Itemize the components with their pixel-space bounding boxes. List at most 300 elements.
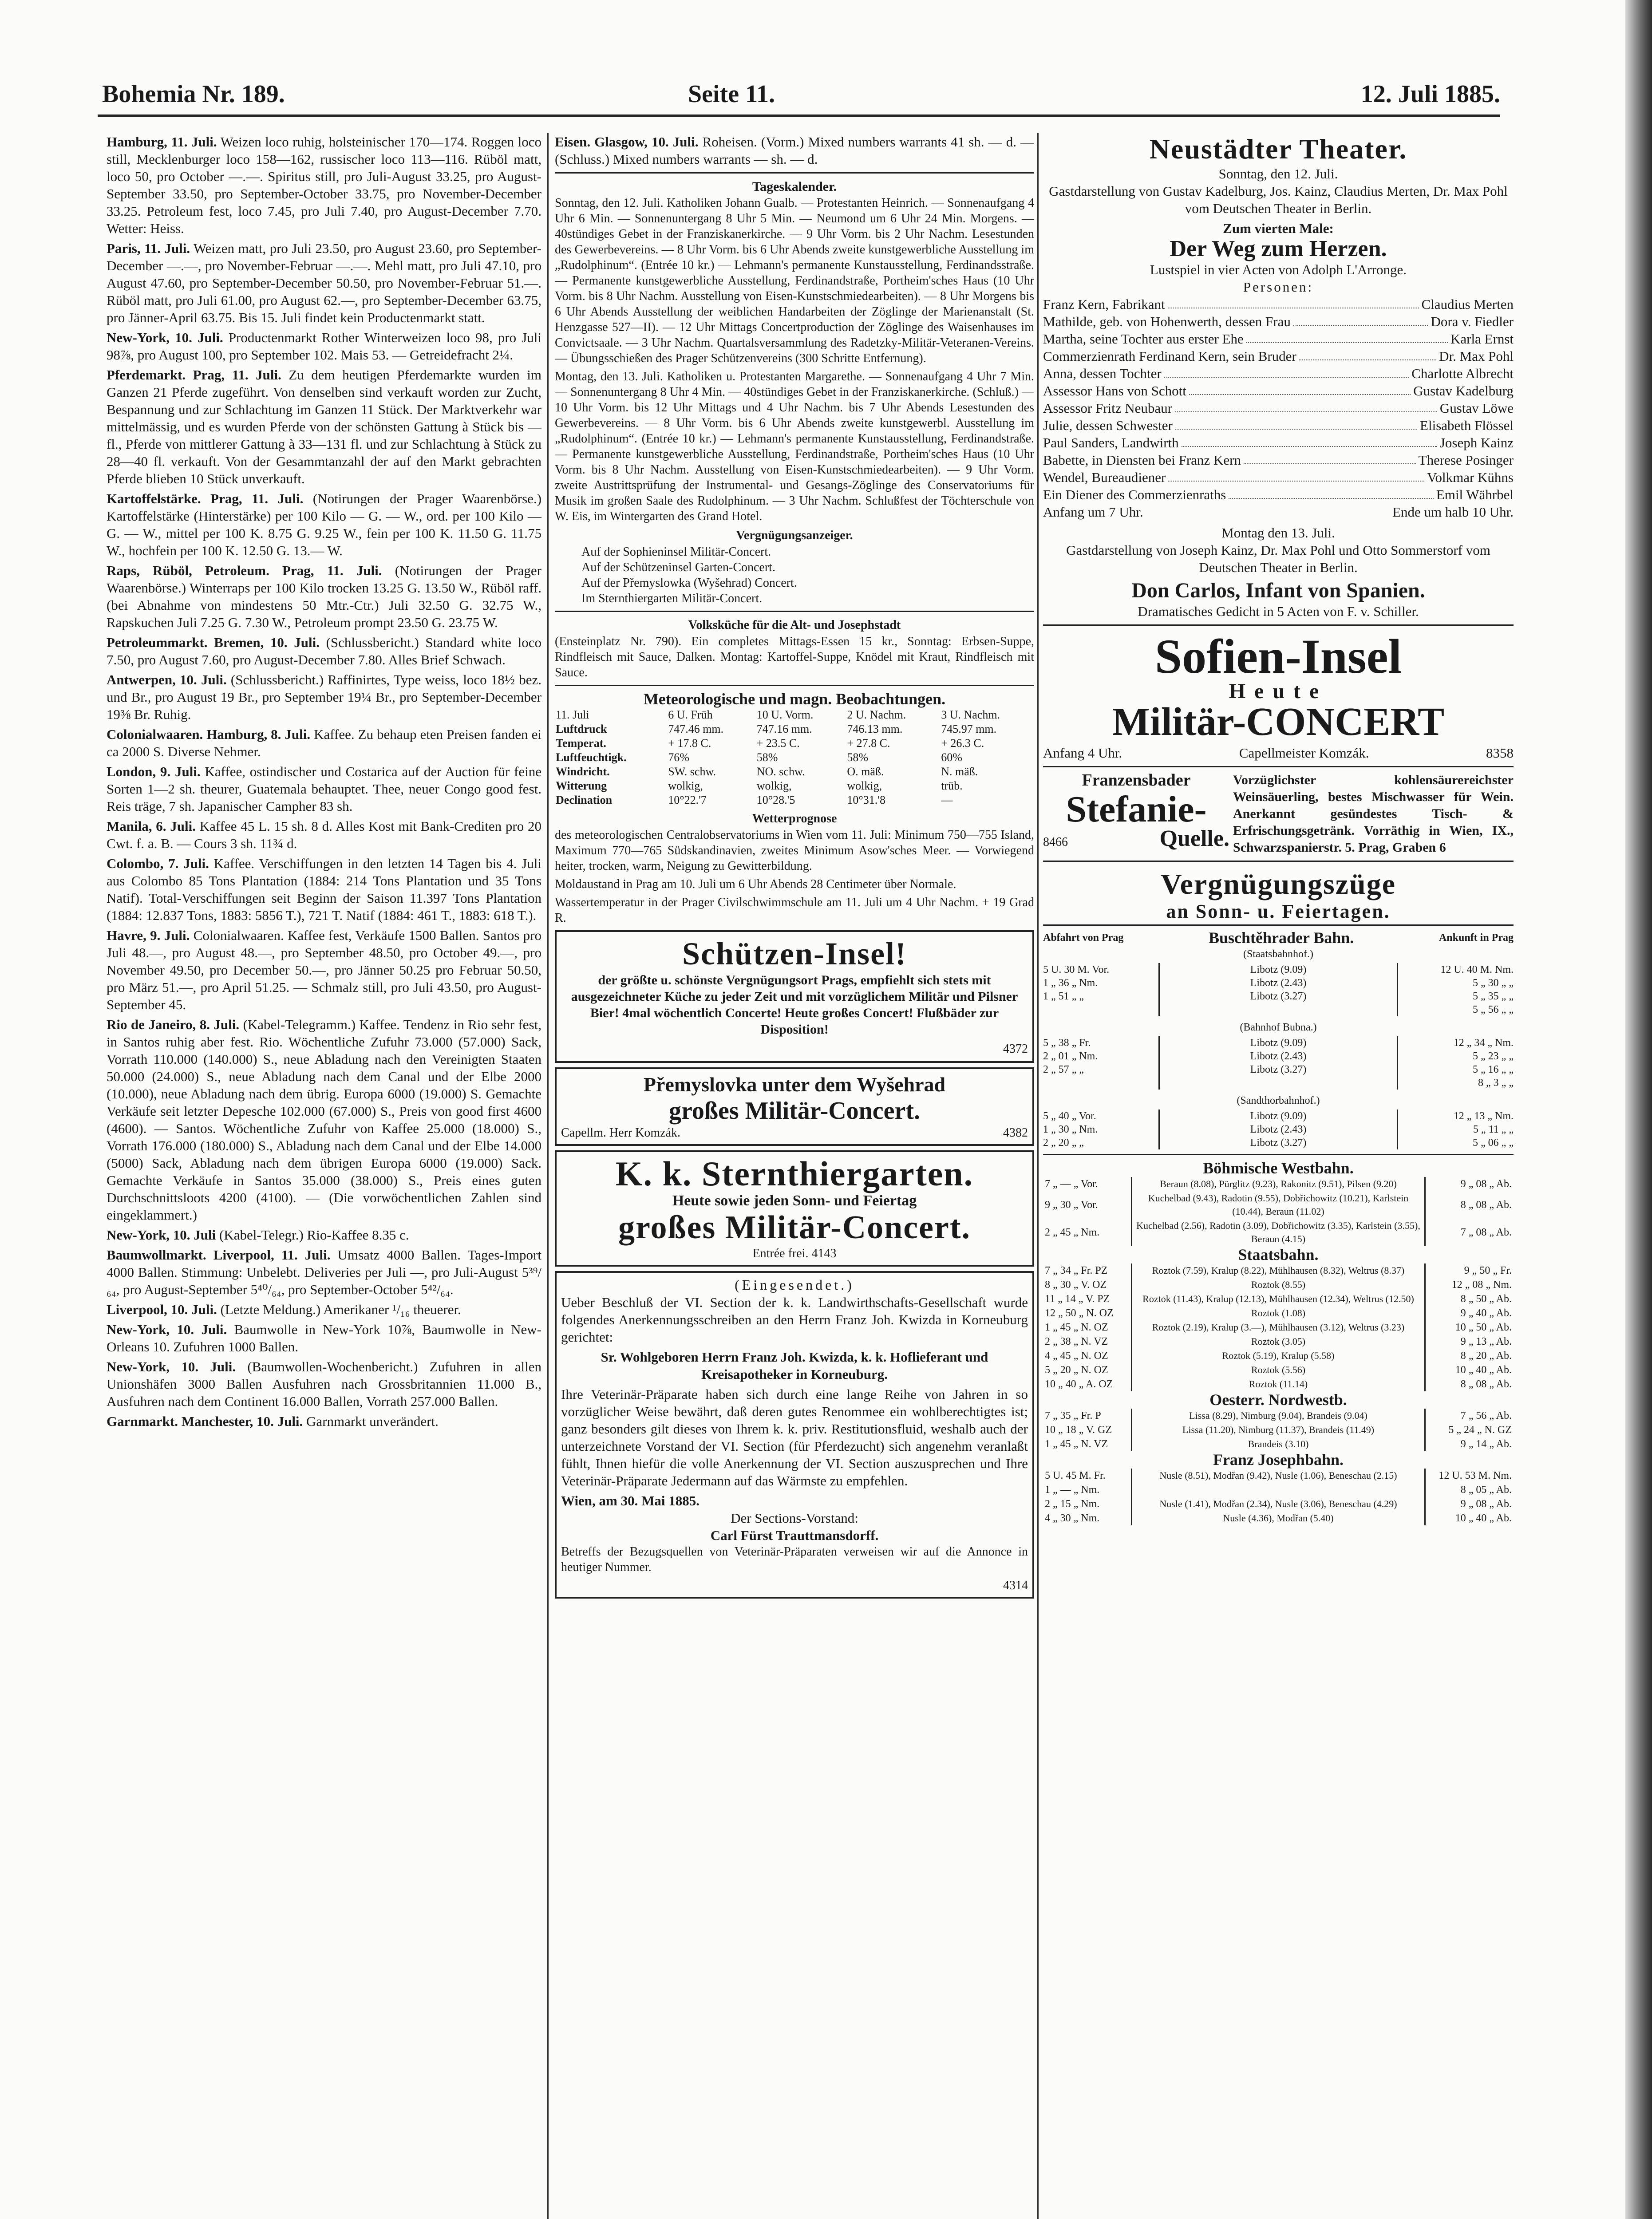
train-row	[1043, 1483, 1514, 1497]
cast-role: Babette, in Diensten bei Franz Kern	[1043, 452, 1241, 468]
train-stations: Roztok (11.43), Kralup (12.13), Mühlhausen (12.34), Weltrus (12.50)	[1132, 1292, 1425, 1306]
market-report-text: (Notirungen der Prager Waarenbörse.) Kartoffelstärke (Hinterstärke) per 100 Kilo — G. — W., ord. per 100 Kilo — G. — W., mittel per 100 K. 8.75 G. 9.25 W., fein per 100 K. 11.50 G. 11.75 W., hochfein per 100 K. 12.50 G. 13.— W.	[107, 491, 541, 558]
market-report	[107, 366, 541, 487]
cast-row	[1043, 382, 1514, 399]
westbahn-timetable	[1043, 1177, 1514, 1246]
market-report-text: Baumwolle in New-York 10⅞, Baumwolle in New-Orleans 10. Zufuhren 1000 Ballen.	[107, 1322, 541, 1354]
glasgow-report	[555, 133, 1034, 168]
cast-leader	[1229, 486, 1433, 499]
arrival-time: 12 „ 34 „ Nm.	[1453, 1037, 1514, 1049]
sternthiergarten-concert: großes Militär-Concert.	[618, 1209, 971, 1246]
arrival-time: 9 „ 08 „ Ab.	[1460, 1498, 1512, 1510]
busch-block	[1043, 963, 1514, 1016]
departure-time: 5 „ 40 „ Vor.	[1043, 1110, 1096, 1122]
departure-time: 4 „ 30 „ Nm.	[1045, 1512, 1100, 1524]
market-report	[107, 1246, 541, 1298]
theater-monday-guests: Gastdarstellung von Joseph Kainz, Dr. Max Pohl und Otto Sommerstorf vom Deutschen Theater in Berlin.	[1066, 542, 1490, 575]
stefanie-quelle-row	[1043, 826, 1229, 851]
train-stations: Kuchelbad (9.43), Radotin (9.55), Dobřichowitz (10.21), Karlstein (10.44), Beraun (11.02)	[1132, 1191, 1425, 1219]
cast-leader	[1168, 469, 1424, 482]
sofien-insel-ad	[1043, 630, 1514, 762]
departure-time: 11 „ 14 „ V. PZ	[1045, 1293, 1110, 1305]
market-report-text: Colonialwaaren. Kaffee fest, Verkäufe 1500 Ballen. Santos pro Juli 48.—, pro August 48.—, pro September 48.50, pro October 49.—, pro November 49.50, pro December 50.—, pro Jänner 50.25 pro Februar 50.50, pro März 51.—, pro April 51.25. — Schmalz still, pro Juli 43.50, pro August-September 45.	[107, 928, 541, 1012]
departure-time: 1 „ 30 „ Nm.	[1043, 1124, 1098, 1135]
market-report	[107, 1413, 541, 1430]
calendar-title: Tageskalender.	[752, 179, 837, 194]
departure-time: 7 „ — „ Vor.	[1045, 1178, 1098, 1190]
market-report-text: (Notirungen der Prager Waarenbörse.) Winterraps per 100 Kilo trocken 13.25 G. 13.50 W., Rüböl raff. (bei Abnahme von mindestens 50 Mtr.-Ctr.) Juli 32.50 G. 32.75 W., Rapskuchen Juli 7.25 G. 7.30 W., Petroleum prompt 23.50 G. 23.75 W.	[107, 563, 541, 630]
market-report	[107, 1226, 541, 1244]
market-report-lead: Pferdemarkt. Prag, 11. Juli.	[107, 367, 281, 383]
stefanie-name: Stefanie-	[1066, 789, 1207, 830]
premyslovka-number: 4382	[1003, 1126, 1028, 1140]
market-report-text: (Schlussbericht.) Raffinirtes, Type weiss, loco 18½ bez. und Br., pro August 19 Br., pro September 19¼ Br., pro September-December 19⅜ Br. Ruhig.	[107, 672, 541, 722]
market-report-text: Kaffee. Verschiffungen in den letzten 14 Tagen bis 4. Juli aus Colombo 85 Tons Plantation (1884: 214 Tons Plantation und 35 Tons Natif). Total-Verschiffungen seit Beginn der Saison 11.397 Tons Plantation (1884: 12.837 Tons, 1883: 5856 T.), 721 T. Natif (1884: 461 T., 1883: 618 T.).	[107, 856, 541, 923]
arrival-time: 7 „ 08 „ Ab.	[1460, 1227, 1512, 1238]
train-stations: Roztok (8.55)	[1132, 1278, 1425, 1292]
market-report-lead: Petroleummarkt. Bremen, 10. Juli.	[107, 635, 320, 650]
busch-arrivals	[1398, 1110, 1514, 1149]
meteo-row	[555, 765, 1034, 779]
meteo-cell: wolkig,	[847, 779, 882, 792]
busch-departures	[1043, 1036, 1158, 1090]
eingesendet-body: Ihre Veterinär-Präparate haben sich durch eine lange Reihe von Jahren in so vorzüglicher Weise bewährt, daß deren gutes Renommee ein wohlberechtigtes ist; ganz besonders gilt dieses von Ihrem k. k. priv. Restitutionsfluid, weshalb auch der unterzeichnete Vorstand der VI. Section (für Pferdezucht) sich angenehm veranlaßt fühlt, Ihnen hiefür die volle Anerkennung der VI. Section auszusprechen und Ihre Veterinär-Präparate Jedermann auf das Wärmste zu empfehlen.	[561, 1386, 1028, 1489]
meteo-head: 10 U. Vorm.	[756, 708, 814, 721]
departure-time: 8 „ 30 „ V. OZ	[1045, 1279, 1107, 1291]
buschtehrader-timetable	[1043, 946, 1514, 1149]
departure-time: 9 „ 30 „ Vor.	[1045, 1199, 1098, 1211]
meteo-cell: Witterung	[556, 779, 607, 792]
market-report-text: (Kabel-Telegramm.) Kaffee. Tendenz in Rio sehr fest, in Santos ruhig aber fest. Rio. Wöchentliche Zufuhr 73.000 (57.000) Sack, Vorrath 110.000 (140.000) S., neue Abladung nach den Vereinigten Staaten 50.000 (24.000) S., neue Abladung nach dem Canal und der Elbe 2000 (10.000), neue Abladung nach dem übrig. Europa 6000 (19.000) S. Gemachte Verkäufe seit letzter Depesche 102.000 (67.000) S., Preis von good first 4600 (4600). — Santos. Wöchentliche Zufuhr von Kaffee 25.000 (18.000) S., Vorrath 176.000 (180.000) S., Abladung nach dem Canal und der Elbe 14.000 (5000) Sack, Abladung nach dem übrigen Europa 6000 (19.000) Sack. Gemachte Verkäufe in Santos 35.000 (38.000) S., Preis eines guten Durchschnittsloots 4200 (4100). — (Die vorwöchentlichen Zahlen sind eingeklammert.)	[107, 1017, 541, 1223]
column-rule-2	[1037, 133, 1039, 2219]
train-stations: Roztok (7.59), Kralup (8.22), Mühlhausen (8.32), Weltrus (8.37)	[1132, 1263, 1425, 1278]
cast-role: Ein Diener des Commerzienraths	[1043, 487, 1226, 502]
busch-arrivals	[1398, 963, 1514, 1016]
cast-row	[1043, 296, 1514, 313]
departure-time: 1 „ 51 „ „	[1043, 991, 1084, 1002]
meteo-head: 3 U. Nachm.	[941, 708, 1000, 721]
staatsbahn-title: Staatsbahn.	[1238, 1246, 1319, 1263]
market-report-text: Weizen matt, pro Juli 23.50, pro August 23.60, pro September-December —.—, pro November-Februar —.—. Mehl matt, pro Juli 47.10, pro August 47.60, pro September-December 50.50, pro November-Februar 51.—. Rüböl matt, pro Juli 61.00, pro August 62.—, pro September-December 63.75, pro Jänner-April 63.75. Bis 15. Juli findet kein Productenmarkt statt.	[107, 241, 541, 325]
cast-leader	[1246, 330, 1448, 343]
theater-date: Sonntag, den 12. Juli.	[1218, 166, 1338, 182]
forecast-title: Wetterprognose	[752, 812, 837, 825]
meteo-head: 11. Juli	[556, 708, 589, 721]
market-report-lead: Paris, 11. Juli.	[107, 241, 190, 256]
cast-leader	[1293, 313, 1428, 326]
market-report-text: Garnmarkt unverändert.	[306, 1414, 439, 1429]
departure-time: 1 „ 45 „ N. OZ	[1045, 1322, 1108, 1333]
meteo-cell: Windricht.	[556, 765, 610, 778]
market-report	[107, 1358, 541, 1410]
arrival-time: 5 „ 30 „ „	[1473, 977, 1514, 989]
trains-header	[1043, 930, 1514, 946]
divider	[555, 611, 1034, 612]
calendar-monday: Montag, den 13. Juli. Katholiken u. Protestanten Margarethe. — Sonnenaufgang 4 Uhr 7 Min. — Sonnenuntergang 8 Uhr 4 Min. — 40stündiges Gebet in der Franziskanerkirche. (Schluß.) — 10 Uhr Vorm. bis 12 Uhr Mittags und 4 Uhr Nachm. bis 7 Uhr Abends Lesestunden des Gewerbevereins. — 8 Uhr Vorm. bis 6 Uhr Abends zweite kunstgewerbl. Ausstellung im „Rudolphinum“. (Entrée 10 kr.) — Lehmann's permanente Kunstausstellung, Ferdinandstraße. — Permanente kunstgewerbliche Ausstellung, Ferdinandstraße, Portheim'sches Haus (10 Uhr Vorm. bis 8 Uhr Nachm. Ausstellung von Eisen-Kunstschmiedearbeiten). — 9 Uhr Vorm. zweite Austrittsprüfung der Instrumental- und Gesangs-Zöglinge des Conservatoriums für Musik im großen Saale des Rudolphinum. — 3 Uhr Nachm. Schlußfest der Töchterschule von W. Eis, im Wintergarten des Grand Hotel.	[555, 370, 1034, 523]
meteo-cell: + 27.8 C.	[847, 737, 890, 750]
arrival-time: 12 „ 13 „ Nm.	[1453, 1110, 1514, 1122]
arrival-time: 5 „ 35 „ „	[1473, 991, 1514, 1002]
departure-time: 1 „ 36 „ Nm.	[1043, 977, 1098, 989]
volkskueche-text: (Ensteinplatz Nr. 790). Ein completes Mittags-Essen 15 kr., Sonntag: Erbsen-Suppe, Rindfleisch mit Sauce, Dalken. Montag: Kartoffel-Suppe, Knödel mit Kraut, Rindfleisch mit Sauce.	[555, 635, 1034, 679]
theater-start: Anfang um 7 Uhr.	[1043, 504, 1143, 520]
theater-guests: Gastdarstellung von Gustav Kadelburg, Jos. Kainz, Claudius Merten, Dr. Max Pohl vom Deutschen Theater in Berlin.	[1049, 183, 1508, 216]
train-row	[1043, 1177, 1514, 1191]
entertainment-item: Auf der Sophieninsel Militär-Concert.	[581, 545, 771, 559]
cast-role: Anna, dessen Tochter	[1043, 366, 1162, 381]
train-row	[1043, 1292, 1514, 1306]
train-row	[1043, 1219, 1514, 1246]
market-report	[107, 726, 541, 760]
train-row	[1043, 1191, 1514, 1219]
train-row	[1043, 1511, 1514, 1525]
market-report	[107, 240, 541, 326]
theater-performance-count: Zum vierten Male:	[1223, 221, 1334, 236]
meteo-cell: 76%	[668, 751, 689, 764]
cast-row	[1043, 469, 1514, 486]
market-report-text: Weizen loco ruhig, holsteinischer 170—174. Roggen loco still, Mecklenburger loco 158—162, russischer loco 113—116. Rüböl matt, loco 50, pro October —.—. Spiritus still, pro Juli-August 33.25, pro August-September 33.50, pro September-October 33.75, pro November-December 33.25. Petroleum fest, loco 7.45, pro Juli 7.40, pro August-December 7.70. Wetter: Heiss.	[107, 134, 541, 236]
station-time: Libotz (3.27)	[1250, 991, 1307, 1002]
market-report-text: Kaffee 45 L. 15 sh. 8 d. Alles Kost mit Bank-Crediten pro 20 Cwt. f. a. B. — Cours 3 sh. 11¾ d.	[107, 818, 541, 851]
arrival-time: 9 „ 08 „ Ab.	[1460, 1178, 1512, 1190]
stefanie-brand	[1043, 772, 1229, 856]
sternthiergarten-subtitle: Heute sowie jeden Sonn- und Feiertag	[672, 1192, 917, 1209]
departure-time: 2 „ 45 „ Nm.	[1045, 1227, 1100, 1238]
market-report	[107, 817, 541, 852]
arrival-time: 9 „ 50 „ Fr.	[1464, 1265, 1512, 1276]
train-stations: Roztok (11.14)	[1132, 1377, 1425, 1391]
schuetzen-number: 4372	[1003, 1042, 1028, 1056]
meteo-cell: + 17.8 C.	[668, 737, 711, 750]
station-time: Libotz (9.09)	[1250, 1037, 1307, 1049]
theater-times	[1043, 503, 1514, 521]
arrival-time: 10 „ 40 „ Ab.	[1455, 1364, 1512, 1376]
train-stations: Kuchelbad (2.56), Radotin (3.09), Dobřichowitz (3.35), Karlstein (3.55), Beraun (4.15)	[1132, 1219, 1425, 1246]
arrival-time: 9 „ 13 „ Ab.	[1460, 1336, 1512, 1347]
nordwestbahn-timetable	[1043, 1409, 1514, 1451]
cast-actor: Dora v. Fiedler	[1431, 314, 1514, 329]
meteo-row	[555, 793, 1034, 807]
cast-row	[1043, 486, 1514, 503]
trains-subtitle: an Sonn- u. Feiertagen.	[1166, 900, 1391, 922]
market-reports-column	[107, 133, 541, 2219]
market-report-text: (Baumwollen-Wochenbericht.) Zufuhren in allen Unionshäfen 3000 Ballen Ausfuhren nach Grossbritannien 11.000 B., Ausfuhren nach dem Continent 16.000 Ballen, Vorrath 257.000 Ballen.	[107, 1359, 541, 1409]
arrival-time: 8 „ 08 „ Ab.	[1460, 1378, 1512, 1390]
trains-title: Vergnügungszüge	[1161, 868, 1396, 900]
meteo-cell: 10°28.'5	[756, 794, 795, 806]
glasgow-text: Roheisen. (Vorm.) Mixed numbers warrants 41 sh. — d. — (Schluss.) Mixed numbers warrants — sh. — d.	[555, 134, 1034, 167]
cast-actor: Emil Währbel	[1436, 487, 1514, 502]
meteo-cell: trüb.	[941, 779, 963, 792]
market-report	[107, 671, 541, 723]
meteo-cell: 10°31.'8	[847, 794, 885, 806]
market-report-text: (Letzte Meldung.) Amerikaner ¹/₁₆ theuerer.	[220, 1302, 461, 1317]
cast-actor: Volkmar Kühns	[1427, 470, 1514, 485]
franz-josephbahn-timetable	[1043, 1469, 1514, 1525]
cast-leader	[1175, 417, 1417, 430]
busch-stations	[1158, 1110, 1398, 1149]
market-report-lead: Hamburg, 11. Juli.	[107, 134, 217, 150]
station-time: Libotz (2.43)	[1250, 977, 1307, 989]
calendar-column	[555, 133, 1034, 2219]
premyslovka-capellmeister: Capellm. Herr Komzák.	[561, 1126, 681, 1140]
stefanie-number: 8466	[1043, 835, 1068, 849]
meteo-head: 2 U. Nachm.	[847, 708, 906, 721]
sofien-heute: Heute	[1229, 679, 1328, 703]
arrival-time: 5 „ 16 „ „	[1473, 1064, 1514, 1075]
river-level: Moldaustand in Prag am 10. Juli um 6 Uhr Abends 28 Centimeter über Normale.	[555, 877, 956, 891]
eingesendet-footer: Betreffs der Bezugsquellen von Veterinär-Präparaten verweisen wir auf die Annonce in heutiger Nummer.	[561, 1545, 1028, 1574]
meteo-cell: + 26.3 C.	[941, 737, 984, 750]
arrival-time: 7 „ 56 „ Ab.	[1460, 1410, 1512, 1421]
cast-actor: Elisabeth Flössel	[1420, 418, 1514, 433]
sofien-capellmeister: Capellmeister Komzák.	[1239, 745, 1369, 761]
cast-actor: Dr. Max Pohl	[1439, 348, 1514, 364]
cast-leader	[1164, 365, 1409, 378]
nordwestbahn-title: Oesterr. Nordwestb.	[1209, 1391, 1347, 1409]
divider	[1043, 766, 1514, 767]
glasgow-lead: Eisen. Glasgow, 10. Juli.	[555, 134, 699, 150]
eingesendet-section	[555, 1271, 1034, 1599]
trains-departure-header: Abfahrt von Prag	[1043, 932, 1124, 944]
market-report-lead: Raps, Rüböl, Petroleum. Prag, 11. Juli.	[107, 563, 382, 578]
arrival-time: 5 „ 06 „ „	[1473, 1137, 1514, 1149]
train-stations: Roztok (5.19), Kralup (5.58)	[1132, 1349, 1425, 1363]
market-report-lead: New-York, 10. Juli.	[107, 330, 223, 345]
market-report	[107, 634, 541, 668]
train-stations: Nusle (4.36), Modřan (5.40)	[1132, 1511, 1425, 1525]
cast-role: Julie, dessen Schwester	[1043, 418, 1173, 433]
trains-arrival-header: Ankunft in Prag	[1439, 932, 1514, 944]
meteo-cell: 746.13 mm.	[847, 723, 903, 735]
meteo-cell: O. mäß.	[847, 765, 884, 778]
water-temperature: Wassertemperatur in der Prager Civilschwimmschule am 11. Juli um 4 Uhr Nachm. + 19 Grad R.	[555, 896, 1034, 925]
schuetzen-title: Schützen-Insel!	[682, 936, 907, 971]
theater-cast-list	[1043, 296, 1514, 503]
busch-stations	[1158, 1036, 1398, 1090]
train-stations: Lissa (11.20), Nimburg (11.37), Brandeis (11.49)	[1132, 1423, 1425, 1437]
premyslovka-subtitle: großes Militär-Concert.	[668, 1097, 921, 1125]
franz-josephbahn-title: Franz Josephbahn.	[1213, 1451, 1344, 1469]
header-date: 12. Juli 1885.	[1360, 80, 1500, 108]
volkskueche-title: Volksküche für die Alt- und Josephstadt	[688, 618, 901, 632]
market-report-text: Umsatz 4000 Ballen. Tages-Import 4000 Ballen. Stimmung: Unbelebt. Deliveries per Juli —, pro Juli-August 5³⁹/₆₄, pro August-September 5⁴⁰/₆₄, pro September-October 5⁴²/₆₄.	[107, 1247, 541, 1297]
market-report	[107, 133, 541, 237]
arrival-time: 12 U. 53 M. Nm.	[1439, 1470, 1512, 1481]
cast-row	[1043, 313, 1514, 330]
departure-time: 7 „ 34 „ Fr. PZ	[1045, 1265, 1108, 1276]
train-stations: Beraun (8.08), Pürglitz (9.23), Rakonitz (9.51), Pilsen (9.20)	[1132, 1177, 1425, 1191]
scan-edge-shadow	[1625, 0, 1652, 2219]
train-stations: Lissa (8.29), Nimburg (9.04), Brandeis (9.04)	[1132, 1409, 1425, 1423]
forecast-text: des meteorologischen Centralobservatoriums in Wien vom 11. Juli: Minimum 750—755 Island, Maximum 770—765 Südskandinavien, zweites Minimum Asow'sches Meer. — Vorwiegend heiter, trocken, warm, Neigung zu Gewitterbildung.	[555, 828, 1034, 873]
arrival-time: 8 „ 08 „ Ab.	[1460, 1199, 1512, 1211]
arrival-time: 12 U. 40 M. Nm.	[1440, 964, 1514, 975]
departure-time: 10 „ 40 „ A. OZ	[1045, 1378, 1113, 1390]
train-row	[1043, 1349, 1514, 1363]
market-report-text: (Schlussbericht.) Standard white loco 7.50, pro August 7.60, pro August-December 7.80. Alles Brief Schwach.	[107, 635, 541, 667]
meteo-cell: 747.46 mm.	[668, 723, 724, 735]
meteo-cell: 745.97 mm.	[941, 723, 997, 735]
train-stations: Roztok (2.19), Kralup (3.—), Mühlhausen (3.12), Weltrus (3.23)	[1132, 1320, 1425, 1335]
entertainment-item: Im Sternthiergarten Militär-Concert.	[581, 592, 763, 605]
sternthiergarten-entrance: Entrée frei. 4143	[752, 1247, 837, 1260]
schuetzen-insel-ad	[555, 930, 1034, 1063]
theater-monday: Montag den 13. Juli.	[1221, 525, 1335, 541]
arrival-time: 8 „ 05 „ Ab.	[1460, 1484, 1512, 1496]
theater-cast-heading: Personen:	[1243, 279, 1314, 295]
train-row	[1043, 1335, 1514, 1349]
train-row	[1043, 1469, 1514, 1483]
premyslovka-footer	[561, 1125, 1028, 1141]
market-report-text: Zu dem heutigen Pferdemarkte wurden im Ganzen 21 Pferde zugeführt. Von denselben sind verkauft worden zur Zucht, Bespannung und zur Schlachtung im Ganzen 11 Stück. Der Marktverkehr war mittelmässig, und es wurden Pferde von der schönsten Gattung à Stück bis — fl., Pferde von mittlerer Gattung à 33—131 fl. und zur Schlachtung à Stück zu 28—40 fl. verkauft. Von der Gesammtanzahl der auf den Markt gebrachten Pferde blieben 10 Stück unverkauft.	[107, 367, 541, 486]
sternthiergarten-ad	[555, 1150, 1034, 1267]
departure-time: 5 „ 38 „ Fr.	[1043, 1037, 1091, 1049]
premyslovka-ad	[555, 1067, 1034, 1146]
sternthiergarten-title: K. k. Sternthiergarten.	[615, 1154, 974, 1193]
train-row	[1043, 1497, 1514, 1511]
busch-title: Buschtěhrader Bahn.	[1208, 929, 1354, 947]
train-stations: Roztok (1.08)	[1132, 1306, 1425, 1320]
meteo-row	[555, 736, 1034, 750]
train-row	[1043, 1306, 1514, 1320]
westbahn-title: Böhmische Westbahn.	[1203, 1159, 1354, 1177]
arrival-time: 8 „ 3 „ „	[1478, 1077, 1514, 1089]
theater-end: Ende um halb 10 Uhr.	[1392, 504, 1514, 520]
theater-monday-info: Dramatisches Gedicht in 5 Acten von F. v. Schiller.	[1138, 604, 1419, 619]
train-stations: Roztok (3.05)	[1132, 1335, 1425, 1349]
market-report-lead: Liverpool, 10. Juli.	[107, 1302, 217, 1317]
sofien-title: Sofien-Insel	[1154, 629, 1402, 683]
theater-monday-play: Don Carlos, Infant von Spanien.	[1131, 579, 1425, 602]
calendar-sunday: Sonntag, den 12. Juli. Katholiken Johann Gualb. — Protestanten Heinrich. — Sonnenaufgang 4 Uhr 6 Min. — Sonnenuntergang 8 Uhr 5 Min. — Neumond um 6 Uhr 24 Min. Morgens. — 40stündiges Gebet in der Franziskanerkirche. — 9 Uhr Vorm. bis 2 Uhr Nachm. Lesestunden des Gewerbevereins. — 8 Uhr Vorm. bis 6 Uhr Abends zweite kunstgewerbliche Ausstellung im „Rudolphinum“. (Entrée 10 kr.) — Lehmann's permanente Kunstausstellung, Ferdinandsstraße. — Permanente kunstgewerbliche Ausstellung, Ferdinandstraße, Portheim'sches Haus (10 Uhr Vorm. bis 8 Uhr Nachm. Ausstellung von Eisen-Kunstschmiedearbeiten). — 8 Uhr Morgens bis 6 Uhr Abends Ausstellung der weiblichen Handarbeiten der Zöglinge der Marienanstalt (St. Henzgasse 527—II). — 12 Uhr Mittags Concertproduction der Zöglinge des Waisenhauses im Convictsaale. — 3 Uhr Nachm. Quartalsversammlung des Radetzky-Militär-Veteranen-Vereins. — Übungsschießen des Prager Schützenvereins (300 Schritte Entfernung).	[555, 196, 1034, 365]
train-stations: Roztok (5.56)	[1132, 1363, 1425, 1377]
market-report-lead: Antwerpen, 10. Juli.	[107, 672, 227, 687]
divider	[555, 685, 1034, 686]
cast-actor: Claudius Merten	[1421, 296, 1514, 312]
sofien-number: 8358	[1486, 745, 1514, 761]
cast-role: Martha, seine Tochter aus erster Ehe	[1043, 331, 1244, 347]
arrival-time: 5 „ 23 „ „	[1473, 1050, 1514, 1062]
arrival-time: 8 „ 50 „ Ab.	[1460, 1293, 1512, 1305]
market-report-text: Kaffee. Zu behaup eten Preisen fanden ei ca 2000 S. Diverse Nehmer.	[107, 727, 541, 759]
cast-row	[1043, 451, 1514, 469]
cast-actor: Joseph Kainz	[1439, 435, 1514, 450]
station-time: Libotz (3.27)	[1250, 1064, 1307, 1075]
station-subtitle: (Staatsbahnhof.)	[1243, 948, 1313, 960]
divider	[1043, 924, 1514, 926]
departure-time: 2 „ 57 „ „	[1043, 1064, 1084, 1075]
busch-block	[1043, 1036, 1514, 1090]
meteo-cell: wolkig,	[756, 779, 792, 792]
cast-role: Assessor Hans von Schott	[1043, 383, 1186, 399]
departure-time: 4 „ 45 „ N. OZ	[1045, 1350, 1108, 1362]
meteo-row	[555, 779, 1034, 793]
entertainment-list	[555, 544, 1034, 606]
market-report	[107, 927, 541, 1013]
eingesendet-address: Sr. Wohlgeboren Herrn Franz Joh. Kwizda, k. k. Hoflieferant und Kreisapotheker in Korneuburg.	[601, 1349, 988, 1382]
arrival-time: 10 „ 50 „ Ab.	[1455, 1322, 1512, 1333]
cast-role: Wendel, Bureaudiener	[1043, 470, 1166, 485]
page-header	[102, 80, 1500, 111]
train-row	[1043, 1409, 1514, 1423]
meteo-row	[555, 750, 1034, 765]
market-report-lead: Baumwollmarkt. Liverpool, 11. Juli.	[107, 1247, 331, 1263]
entertainment-item: Auf der Přemyslowka (Wyšehrad) Concert.	[581, 576, 797, 590]
departure-time: 2 „ 20 „ „	[1043, 1137, 1084, 1149]
theater-title: Neustädter Theater.	[1149, 133, 1407, 165]
divider	[1043, 624, 1514, 626]
station-subtitle: (Sandthorbahnhof.)	[1237, 1095, 1320, 1106]
meteo-cell: wolkig,	[668, 779, 703, 792]
eingesendet-title: (Eingesendet.)	[735, 1277, 854, 1293]
cast-role: Paul Sanders, Landwirth	[1043, 435, 1179, 450]
train-stations: Nusle (8.51), Modřan (9.42), Nusle (1.06), Beneschau (2.15)	[1132, 1469, 1425, 1483]
train-row	[1043, 1363, 1514, 1377]
schuetzen-text: der größte u. schönste Vergnügungsort Prags, empfiehlt sich stets mit ausgezeichneter Küche zu jeder Zeit und mit vorzüglichem Militär und Pilsner Bier! 4mal wöchentlich Concerte! Heute großes Concert! Flußbäder zur Disposition!	[571, 973, 1018, 1037]
market-report-text: Productenmarkt Rother Winterweizen loco 98, pro Juli 98⅞, pro August 100, pro September 102. Mais 53. — Getreidefracht 2¼.	[107, 330, 541, 363]
cast-role: Mathilde, geb. von Hohenwerth, dessen Frau	[1043, 314, 1291, 329]
meteo-cell: 10°22.'7	[668, 794, 707, 806]
station-time: Libotz (9.09)	[1250, 1110, 1307, 1122]
station-subtitle: (Bahnhof Bubna.)	[1240, 1022, 1317, 1033]
cast-leader	[1168, 296, 1419, 308]
cast-row	[1043, 330, 1514, 347]
departure-time: 12 „ 50 „ N. OZ	[1045, 1307, 1114, 1319]
market-report	[107, 763, 541, 815]
meteo-title: Meteorologische und magn. Beobachtungen.	[643, 690, 946, 708]
meteo-row	[555, 722, 1034, 736]
market-report-lead: New-York, 10. Juli.	[107, 1359, 236, 1374]
arrival-time: 10 „ 40 „ Ab.	[1455, 1512, 1512, 1524]
meteo-cell: —	[941, 794, 953, 806]
stefanie-quelle: Quelle.	[1159, 826, 1229, 851]
market-report-lead: Rio de Janeiro, 8. Juli.	[107, 1017, 240, 1032]
train-row	[1043, 1278, 1514, 1292]
departure-time: 2 „ 01 „ Nm.	[1043, 1050, 1098, 1062]
sofien-concert: Militär-CONCERT	[1112, 700, 1445, 744]
premyslovka-title: Přemyslovka unter dem Wyšehrad	[643, 1073, 946, 1096]
busch-stations	[1158, 963, 1398, 1016]
departure-time: 2 „ 38 „ N. VZ	[1045, 1336, 1108, 1347]
market-report	[107, 1301, 541, 1318]
cast-row	[1043, 347, 1514, 365]
market-report-lead: Colonialwaaren. Hamburg, 8. Juli.	[107, 727, 311, 742]
market-report-lead: New-York, 10. Juli	[107, 1227, 216, 1243]
train-stations	[1132, 1483, 1425, 1497]
departure-time: 5 U. 45 M. Fr.	[1045, 1470, 1106, 1481]
meteo-header-row	[555, 708, 1034, 722]
meteo-cell: Luftdruck	[556, 723, 607, 735]
header-rule	[98, 115, 1500, 117]
theater-play-title: Der Weg zum Herzen.	[1170, 236, 1387, 261]
departure-time: 5 „ 20 „ N. OZ	[1045, 1364, 1108, 1376]
busch-arrivals	[1398, 1036, 1514, 1090]
meteo-cell: 60%	[941, 751, 962, 764]
theater-play-info: Lustspiel in vier Acten von Adolph L'Arronge.	[1150, 262, 1407, 277]
eingesendet-signature: Carl Fürst Trauttmansdorff.	[710, 1528, 879, 1543]
entertainment-item: Auf der Schützeninsel Garten-Concert.	[581, 561, 775, 574]
arrival-time: 5 „ 11 „ „	[1473, 1124, 1514, 1135]
market-report	[107, 1321, 541, 1355]
eingesendet-number: 4314	[1003, 1579, 1028, 1592]
cast-actor: Charlotte Albrecht	[1411, 366, 1514, 381]
station-time: Libotz (3.27)	[1250, 1137, 1307, 1149]
arrival-time: 8 „ 20 „ Ab.	[1460, 1350, 1512, 1362]
station-time: Libotz (2.43)	[1250, 1124, 1307, 1135]
market-report	[107, 1016, 541, 1224]
market-report-lead: Manila, 6. Juli.	[107, 818, 196, 834]
